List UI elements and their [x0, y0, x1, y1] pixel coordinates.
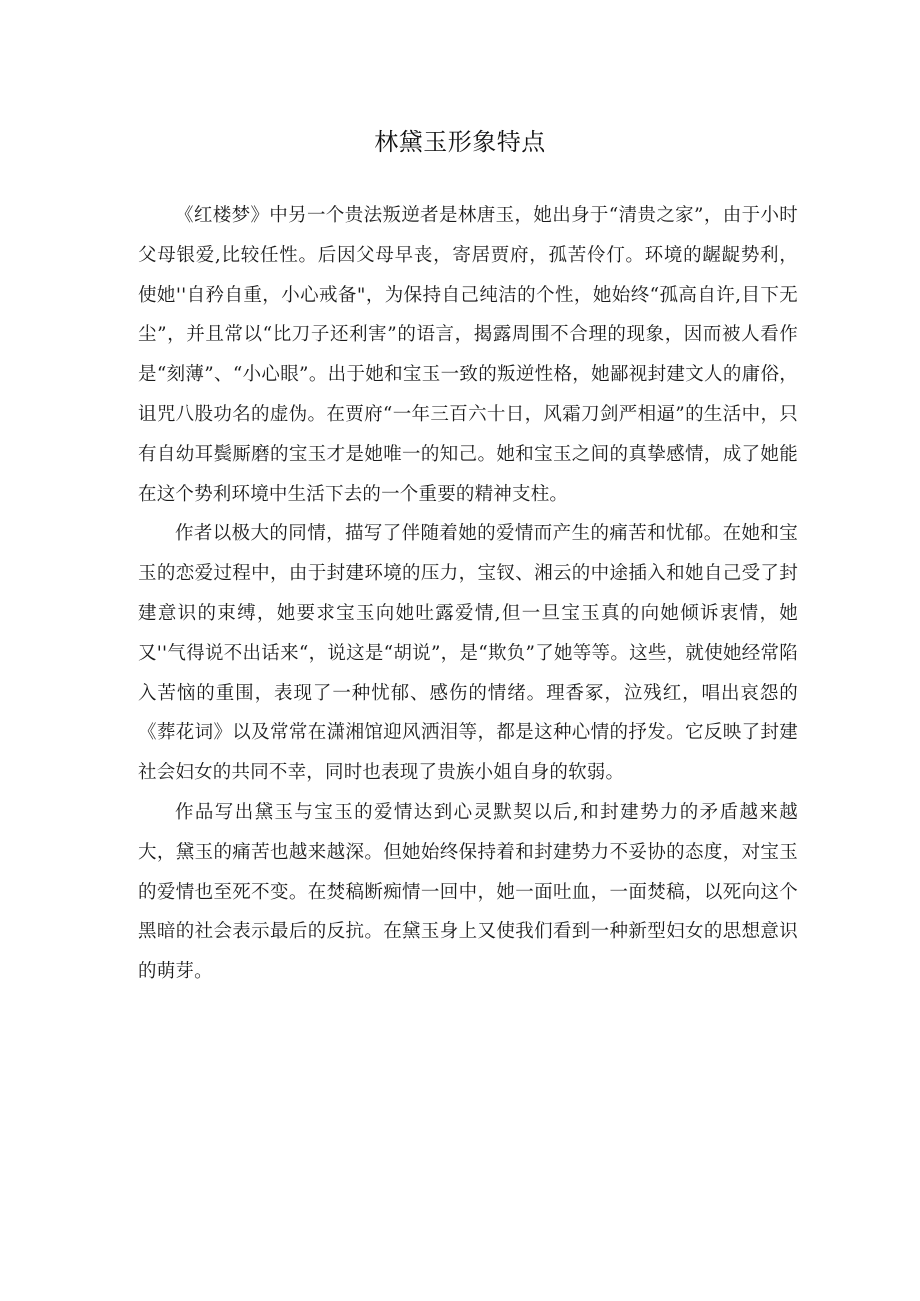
document-body [138, 196, 798, 992]
paragraph-2: 作者以极大的同情，描写了伴随着她的爱情而产生的痛苦和忧郁。在她和宝玉的恋爱过程中，由于封建环境的压力，宝钗、湘云的中途插入和她自己受了封建意识的束缚，她要求宝玉向她吐露爱情,但一旦宝玉真的向她倾诉衷情，她又''气得说不出话来“，说这是“胡说”，是“欺负”了她等等。这些，就使她经常陷入苦恼的重围，表现了一种忧郁、感伤的情绪。理香冢，泣残红，唱出哀怨的《葬花词》以及常常在潇湘馆迎风洒泪等，都是这种心情的抒发。它反映了封建社会妇女的共同不幸，同时也表现了贵族小姐自身的软弱。 [138, 523, 798, 784]
paragraph-3: 作品写出黛玉与宝玉的爱情达到心灵默契以后,和封建势力的矛盾越来越大，黛玉的痛苦也越来越深。但她始终保持着和封建势力不妥协的态度，对宝玉的爱情也至死不变。在焚稿断痴情一回中，她一面吐血，一面焚稿，以死向这个黑暗的社会表示最后的反抗。在黛玉身上又使我们看到一种新型妇女的思想意识的萌芽。 [138, 801, 798, 983]
paragraph-1: 《红楼梦》中另一个贵法叛逆者是林唐玉，她出身于“清贵之家”，由于小时父母银爱,比较任性。后因父母早丧，寄居贾府，孤苦伶仃。环境的龌龊势利，使她''自矜自重，小心戒备"，为保持自己纯洁的个性，她始终“孤高自许,目下无尘”，并且常以“比刀子还利害”的语言，揭露周围不合理的现象，因而被人看作是“刻薄”、“小心眼”。出于她和宝玉一致的叛逆性格，她鄙视封建文人的庸俗，诅咒八股功名的虚伪。在贾府“一年三百六十日，风霜刀剑严相逼”的生活中，只有自幼耳鬓厮磨的宝玉才是她唯一的知己。她和宝玉之间的真挚感情，成了她能在这个势利环境中生活下去的一个重要的精神支柱。 [138, 205, 798, 505]
page-title: 林黛玉形象特点 [374, 128, 546, 156]
